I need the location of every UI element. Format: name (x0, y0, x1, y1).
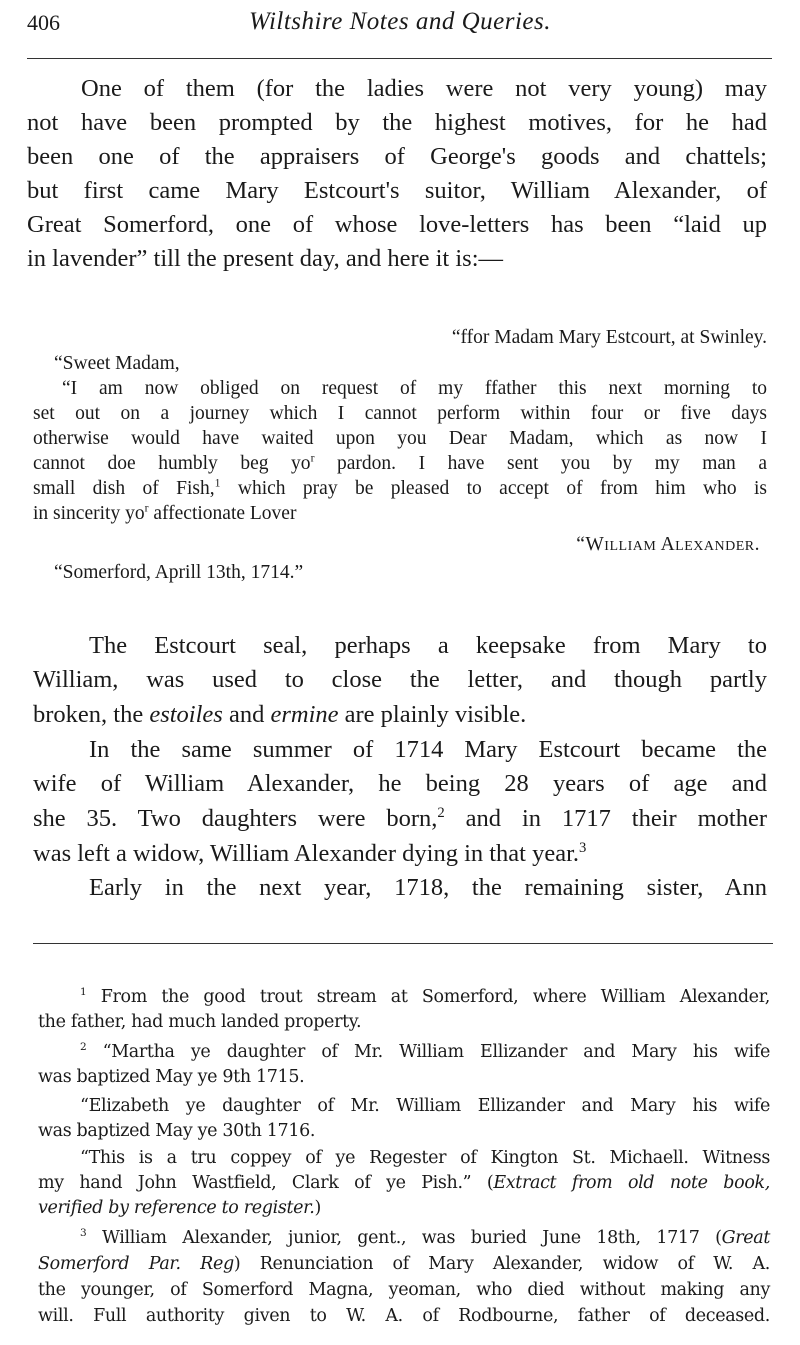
letter-line: small dish of Fish,$^1$ which pray be pleased to accept of from him who is (33, 476, 767, 499)
body-line: was left a widow, William Alexander dying in that year.$^3$ (33, 839, 587, 867)
intro-line: One of them (for the ladies were not very young) may (81, 75, 767, 102)
footnote-ref: 1 (214, 476, 221, 490)
footnote-line: the younger, of Somerford Magna, yeoman, who died without making any (38, 1280, 770, 1300)
running-title: Wiltshire Notes and Queries. (249, 8, 551, 35)
body-line: William, was used to close the letter, and though partly (33, 666, 767, 693)
body-line: she 35. Two daughters were born,$^2$ and in 1717 their mother (33, 804, 767, 832)
intro-line: but first came Mary Estcourt's suitor, William Alexander, of (27, 177, 767, 204)
footnote-line: was baptized May ye 9th 1715. (38, 1067, 305, 1087)
footnote-3: $^3$ William Alexander, junior, gent., was buried June 18th, 1717 (Great (80, 1227, 770, 1248)
footnote-line: verified by reference to register.) (38, 1198, 321, 1218)
body-line: Early in the next year, 1718, the remaining sister, Ann (89, 874, 767, 901)
intro-line: been one of the appraisers of George's goods and chattels; (27, 143, 767, 170)
letter-signature: “William Alexander. (576, 534, 760, 555)
footnote-line: the father, had much landed property. (38, 1012, 362, 1032)
footnote-rule (33, 943, 773, 944)
letter-line: set out on a journey which I cannot perform within four or five days (33, 403, 767, 424)
letter-line: “I am now obliged on request of my ffather this next morning to (62, 378, 767, 399)
page-header (0, 0, 800, 40)
intro-line: not have been prompted by the highest motives, for he had (27, 109, 767, 136)
letter-line: cannot doe humbly beg $yo^r$ pardon. I have sent you by my man a (33, 451, 768, 474)
letter-line: otherwise would have waited upon you Dear Madam, which as now I (33, 428, 767, 449)
footnote-line: “This is a tru coppey of ye Regester of Kington St. Michaell. Witness (80, 1148, 770, 1168)
footnote-line: will. Full authority given to W. A. of Rodbourne, father of deceased. (38, 1306, 770, 1326)
footnote-ref: 2 (437, 804, 445, 821)
estoiles-term: estoiles (149, 701, 223, 728)
body-line: In the same summer of 1714 Mary Estcourt became the (89, 736, 767, 763)
ermine-term: ermine (270, 701, 339, 728)
body-line: The Estcourt seal, perhaps a keepsake from Mary to (89, 632, 767, 659)
footnote-line: “Elizabeth ye daughter of Mr. William Ellizander and Mary his wife (80, 1096, 770, 1116)
footnote-line: Somerford Par. Reg) Renunciation of Mary Alexander, widow of W. A. (38, 1254, 770, 1274)
intro-line: in lavender” till the present day, and here it is:— (27, 245, 504, 272)
body-line: broken, the estoiles and ermine are plainly visible. (33, 701, 527, 728)
letter-line: in sincerity $yo^r$ affectionate Lover (33, 501, 297, 524)
page-number: 406 (27, 10, 60, 35)
header-rule (27, 58, 772, 59)
letter-date: “Somerford, Aprill 13th, 1714.” (54, 562, 304, 583)
letter-salutation: “Sweet Madam, (54, 353, 180, 374)
footnote-2: $^2$ “Martha ye daughter of Mr. William Ellizander and Mary his wife (80, 1041, 770, 1062)
body-line: wife of William Alexander, he being 28 years of age and (33, 770, 767, 797)
footnote-1: $^1$ From the good trout stream at Somerford, where William Alexander, (80, 986, 770, 1007)
footnote-ref: 3 (579, 839, 587, 856)
footnote-line: was baptized May ye 30th 1716. (38, 1121, 316, 1141)
footnote-line: my hand John Wastfield, Clark of ye Pish.” (Extract from old note book, (38, 1173, 770, 1193)
intro-line: Great Somerford, one of whose love-letters has been “laid up (27, 211, 767, 238)
letter-address: “ffor Madam Mary Estcourt, at Swinley. (451, 327, 767, 348)
